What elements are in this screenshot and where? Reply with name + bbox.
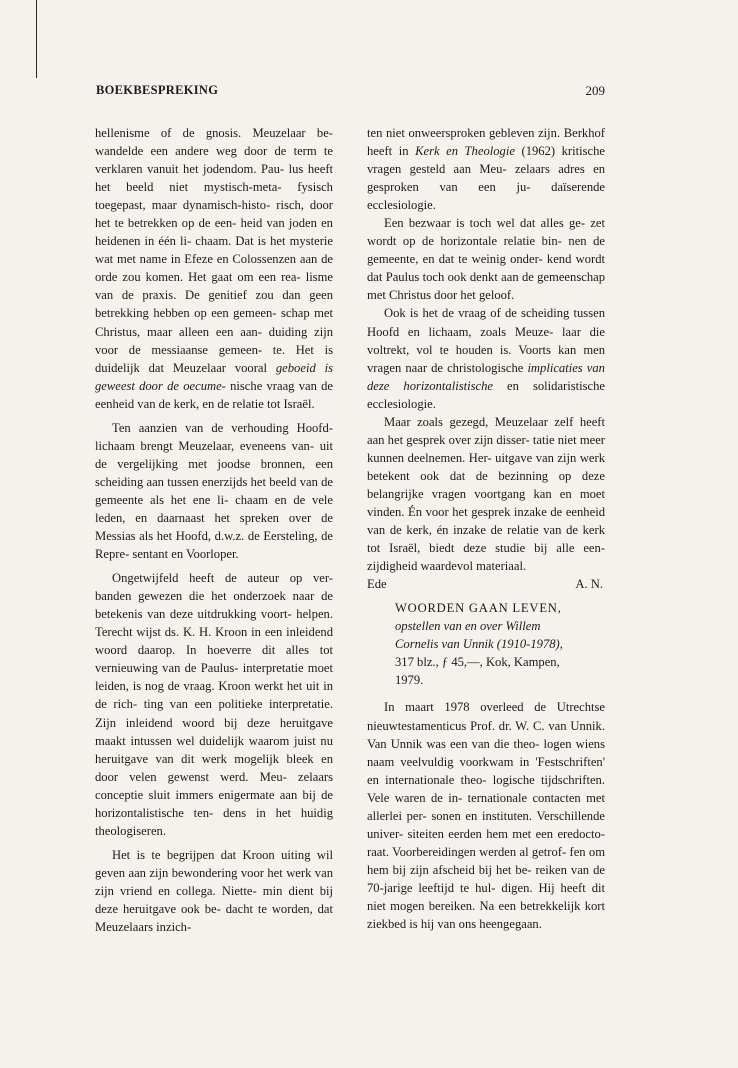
signature-place: Ede	[367, 577, 387, 592]
spacer	[367, 689, 605, 698]
paragraph-maar-zoals: Maar zoals gezegd, Meuzelaar zelf heeft aan het gesprek over zijn disser- tatie niet meer kunnen deelnemen. Her- uitgave van zijn werk betekent ook dat de bezinning op deze belangrijke vragen voortgang kan en moet vinden. Én voor het gesprek inzake de eenheid van de kerk, én inzake de relatie van de kerk tot Israël, biedt deze studie bij alle een- zijdigheid waardevol materiaal.	[367, 414, 606, 574]
book-reference	[395, 599, 605, 689]
book-subtitle-1: opstellen van en over Willem	[395, 619, 541, 634]
page-edge-line	[36, 0, 37, 78]
page-header	[96, 83, 605, 103]
left-column	[95, 124, 333, 936]
italic-phrase: implicaties van deze horizontalistische	[367, 360, 605, 393]
paragraph-kroon: Het is te begrijpen dat Kroon uiting wil geven aan zijn bewondering voor het werk van zijn vriend en collega. Niette- min dient bij deze heruitgave ook be- dacht te worden, dat Meuzelaars inzich-	[95, 847, 334, 935]
book-publication: 317 blz., ƒ 45,—, Kok, Kampen,	[395, 655, 560, 670]
paragraph-hellenisme: hellenisme of de gnosis. Meuzelaar be- wandelde een andere weg door de term te verklaren vanuit het jodendom. Pau- lus heeft het beeld niet mystisch-meta- fysisch toegepast, maar dynamisch-histo- risch, door het te betrekken op de een- heid van joden en heidenen in één li- chaam. Dat is het mysterie wat met name in Efeze en Colossenzen aan de orde zou komen. Het gaat om een rea- lisme van de praxis. De genitief zou dan geen betrekking hebben op een gemeen- schap met Christus, maar alleen een aan- duiding zijn voor de messiaanse gemeen- te. Het is duidelijk dat Meuzelaar vooral geboeid is geweest door de oecume- nische vraag van de eenheid van de kerk, en de relatie tot Israël.	[95, 126, 334, 411]
review-signature	[367, 575, 605, 593]
paragraph-ongetwijfeld: Ongetwijfeld heeft de auteur op ver- banden gewezen die het onderzoek naar de betekenis van deze uitdrukking voort- helpen. Terecht wijst ds. K. H. Kroon in een inleidend woord daarop. In hoeverre dit alles tot vernieuwing van de Paulus- interpretatie moet leiden, is nog de vraag. Kroon werkt het uit in de rich- ting van een politieke interpretatie. Zijn inleidend woord bij deze heruitgave maakt intussen wel duidelijk waarom juist nu heruitgave van dit werk mogelijk bleek en door velen gewenst werd. Meu- zelaars conceptie sluit immers enigermate aan bij de horizontalistische ten- dens in het huidig theologiseren.	[95, 571, 334, 838]
paragraph-van-unnik: In maart 1978 overleed de Utrechtse nieuwtestamenticus Prof. dr. W. C. van Unnik. Van Unnik was een van die theo- logen wiens naam veelvuldig voorkwam in 'Festschriften' en internationale theo- logische tijdschriften. Vele waren de in- ternationale contacten met allerlei per- sonen en instituten. Verschillende univer- siteiten eerden hem met een eredocto- raat. Voorbereidingen werden al getrof- fen om hem bij zijn afscheid bij het be- reiken van de 70-jarige leeftijd te hul- digen. Hij heeft dit niet mogen bereiken. Na een betrekkelijk kort ziekbed is hij van ons heengegaan.	[367, 700, 606, 932]
italic-journal-title: Kerk en Theologie	[415, 144, 515, 159]
paragraph-bezwaar: Een bezwaar is toch wel dat alles ge- zet wordt op de horizontale relatie bin- nen de gemeente, en dat te weinig onder- kend wordt dat Paulus toch ook denkt aan de gemeenschap met Christus door het geloof.	[367, 216, 605, 303]
running-head: BOEKBESPREKING	[96, 83, 219, 97]
paragraph-hoofd-lichaam: Ten aanzien van de verhouding Hoofd- lichaam brengt Meuzelaar, eveneens van- uit de vergelijking met joodse bronnen, een scheiding aan tussen enerzijds het beeld van de gemeente als het ene li- chaam en de vele leden, en daarnaast het spreken over de Messias als het Hoofd, d.w.z. de Eersteling, de Repre- sentant en Voorloper.	[95, 420, 333, 562]
signature-initials: A. N.	[575, 577, 603, 592]
right-column	[367, 124, 605, 933]
italic-phrase: geboeid is geweest door de oecume-	[95, 360, 333, 393]
paragraph-berkhof: ten niet onweersproken gebleven zijn. Berkhof heeft in Kerk en Theologie (1962) kritische vragen gesteld aan Meu- zelaars adres en gesproken van een ju- daïserende ecclesiologie.	[367, 126, 605, 213]
book-year: 1979.	[395, 673, 424, 688]
book-subtitle-2: Cornelis van Unnik (1910-1978),	[395, 637, 563, 652]
page-number: 209	[585, 83, 605, 98]
book-title: WOORDEN GAAN LEVEN,	[395, 601, 562, 616]
paragraph-scheiding: Ook is het de vraag of de scheiding tussen Hoofd en lichaam, zoals Meuze- laar die voltrekt, vol te houden is. Voorts kan men vragen naar de christologische implicaties van deze horizontalistische en solidaristische ecclesiologie.	[367, 306, 606, 411]
